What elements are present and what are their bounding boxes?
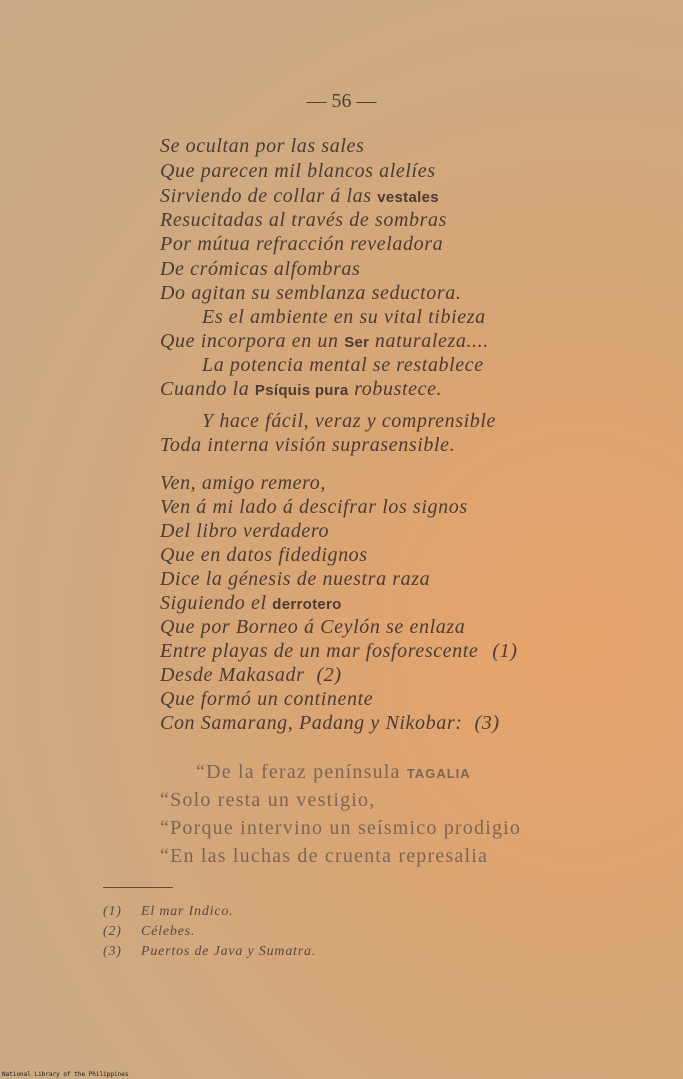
poem-line: Por mútua refracción reveladora bbox=[160, 233, 444, 255]
poem-line: Se ocultan por las sales bbox=[160, 135, 365, 157]
poem-line: Que formó un continente bbox=[160, 688, 374, 710]
poem-line: Sirviendo de collar á las vestales bbox=[160, 185, 439, 207]
poem-line: Ven, amigo remero, bbox=[160, 472, 326, 494]
footnote-divider bbox=[103, 887, 173, 888]
bold-word: Psíquis pura bbox=[254, 382, 349, 399]
footnote-ref: (2) bbox=[316, 664, 342, 686]
quote-line: “De la feraz península TAGALIA bbox=[196, 761, 471, 783]
poem-line: Que por Borneo á Ceylón se enlaza bbox=[160, 616, 466, 638]
page-number: — 56 — bbox=[306, 90, 377, 112]
footnote-ref: (1) bbox=[492, 640, 518, 662]
poem-line: Ven á mi lado á descifrar los signos bbox=[160, 496, 468, 518]
footnote: (2) Célebes. bbox=[103, 924, 196, 939]
poem-line: Entre playas de un mar fosforescente (1) bbox=[160, 640, 518, 662]
poem-line: De crómicas alfombras bbox=[160, 258, 361, 280]
poem-line: Que en datos fidedignos bbox=[160, 544, 368, 566]
poem-line: Do agitan su semblanza seductora. bbox=[160, 282, 462, 304]
poem-line: Con Samarang, Padang y Nikobar: (3) bbox=[160, 712, 500, 734]
poem-line: Es el ambiente en su vital tibieza bbox=[202, 306, 486, 328]
poem-line: Y hace fácil, veraz y comprensible bbox=[202, 410, 497, 432]
footnote: (1) El mar Indico. bbox=[103, 904, 234, 919]
poem-line: Resucitadas al través de sombras bbox=[160, 209, 447, 231]
footnote: (3) Puertos de Java y Sumatra. bbox=[103, 944, 317, 959]
poem-line: Que parecen mil blancos alelíes bbox=[160, 160, 436, 182]
quote-line: “En las luchas de cruenta represalia bbox=[160, 845, 489, 867]
bold-word: derrotero bbox=[272, 596, 342, 613]
poem-line: Siguiendo el derrotero bbox=[160, 592, 342, 614]
poem-line: Que incorpora en un Ser naturaleza.... bbox=[160, 330, 489, 352]
poem-line: Desde Makasadr (2) bbox=[160, 664, 342, 686]
smallcaps-word: TAGALIA bbox=[406, 766, 471, 781]
poem-line: Dice la génesis de nuestra raza bbox=[160, 568, 431, 590]
poem-line: Del libro verdadero bbox=[160, 520, 330, 542]
footnote-ref: (3) bbox=[474, 712, 500, 734]
quote-line: “Solo resta un vestigio, bbox=[160, 789, 376, 811]
bold-word: Ser bbox=[344, 334, 370, 351]
bold-word: vestales bbox=[377, 189, 439, 206]
poem-line: La potencia mental se restablece bbox=[202, 354, 484, 376]
quote-line: “Porque intervino un seísmico prodigio bbox=[160, 817, 522, 839]
poem-line: Cuando la Psíquis pura robustece. bbox=[160, 378, 443, 400]
poem-line: Toda interna visión suprasensible. bbox=[160, 434, 456, 456]
library-credit: National Library of the Philippines bbox=[2, 1071, 129, 1078]
